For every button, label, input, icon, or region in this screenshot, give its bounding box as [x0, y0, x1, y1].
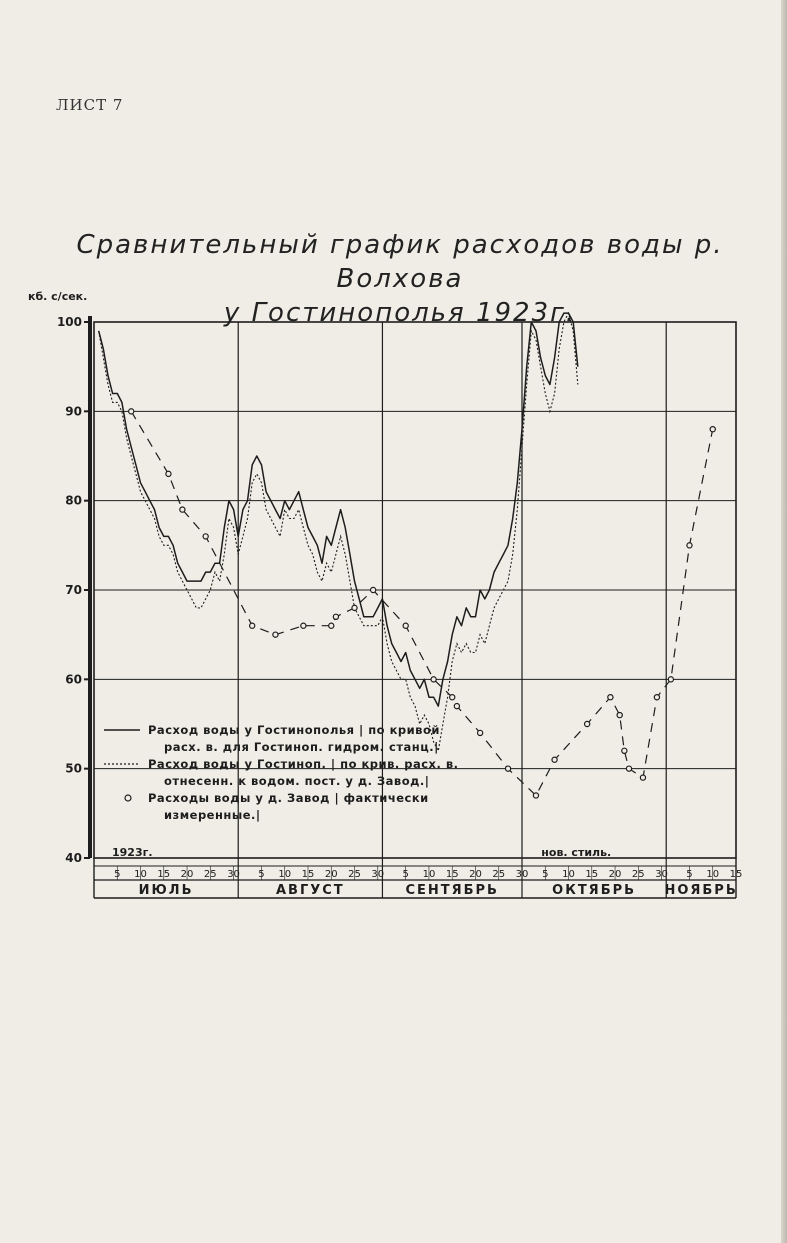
measured-point	[352, 605, 357, 610]
y-tick-label: 40	[65, 851, 82, 865]
day-tick-label: 15	[301, 869, 315, 880]
day-tick-label: 25	[492, 869, 506, 880]
day-tick-label: 10	[422, 869, 436, 880]
day-tick-label: 5	[258, 869, 265, 880]
measured-point	[329, 623, 334, 628]
month-label: АВГУСТ	[275, 883, 345, 898]
day-tick-label: 5	[686, 869, 693, 880]
legend-text: отнесенн. к водом. пост. у д. Завод.|	[164, 774, 430, 788]
day-tick-label: 10	[706, 869, 720, 880]
day-tick-label: 15	[729, 869, 743, 880]
measured-point	[552, 757, 557, 762]
day-tick-label: 20	[608, 869, 622, 880]
sheet-label: ЛИСТ 7	[56, 96, 124, 114]
day-tick-label: 15	[157, 869, 171, 880]
measured-point	[505, 766, 510, 771]
measured-point	[617, 712, 622, 717]
measured-point	[431, 677, 436, 682]
chart-title-line2: у Гостинополья 1923г.	[223, 298, 577, 328]
month-label: СЕНТЯБРЬ	[405, 883, 499, 898]
measured-point	[478, 730, 483, 735]
series-solid-line	[99, 313, 578, 706]
measured-point	[450, 695, 455, 700]
legend-circle-swatch	[125, 795, 131, 801]
y-tick-label: 80	[65, 493, 82, 508]
style-note-label: нов. стиль.	[541, 846, 612, 859]
measured-point	[622, 748, 627, 753]
measured-point	[654, 695, 659, 700]
day-tick-label: 5	[402, 869, 409, 880]
y-tick-label: 60	[65, 672, 82, 687]
y-tick-label: 50	[65, 761, 82, 776]
measured-point	[301, 623, 306, 628]
day-tick-label: 25	[348, 869, 361, 880]
legend-text: Расход воды у Гостинополья | по кривой	[148, 723, 440, 737]
day-tick-label: 20	[469, 869, 482, 880]
measured-point	[585, 721, 590, 726]
measured-point	[129, 409, 134, 414]
day-tick-label: 25	[203, 869, 217, 880]
measured-point	[668, 677, 673, 682]
day-tick-label: 25	[631, 869, 645, 880]
month-label: ОКТЯБРЬ	[552, 883, 637, 898]
y-tick-label: 90	[65, 404, 82, 419]
day-tick-label: 20	[180, 869, 194, 880]
measured-point	[710, 427, 715, 432]
day-tick-label: 15	[445, 869, 459, 880]
year-label: 1923г.	[112, 846, 153, 859]
measured-point	[454, 704, 459, 709]
measured-point	[333, 614, 338, 619]
day-tick-label: 10	[562, 869, 575, 880]
day-tick-label: 20	[324, 869, 338, 880]
measured-point	[687, 543, 692, 548]
day-tick-label: 30	[515, 869, 529, 880]
measured-point	[203, 534, 208, 539]
series-dotted-line	[99, 313, 578, 751]
measured-point	[533, 793, 538, 798]
measured-point	[180, 507, 185, 512]
day-tick-label: 10	[278, 869, 292, 880]
measured-point	[371, 587, 376, 592]
series-measured-dashed-line	[131, 411, 713, 795]
day-tick-label: 15	[585, 869, 599, 880]
measured-point	[608, 695, 613, 700]
y-axis-label: кб. с/сек.	[28, 290, 88, 303]
legend-text: Расходы воды у д. Завод | фактически	[148, 791, 429, 805]
y-tick-label: 70	[65, 583, 82, 597]
day-tick-label: 30	[371, 869, 385, 880]
measured-point	[250, 623, 255, 628]
legend-text: Расход воды у Гостиноп. | по крив. расх. в.	[148, 757, 459, 771]
measured-point	[166, 471, 171, 476]
chart-title-line1: Сравнительный график расходов воды р. Волхова	[76, 230, 724, 294]
measured-point	[640, 775, 645, 780]
legend-text: измеренные.|	[164, 808, 261, 822]
y-tick-label: 100	[56, 315, 82, 329]
day-tick-label: 5	[114, 869, 121, 880]
day-tick-label: 30	[655, 869, 668, 880]
measured-point	[273, 632, 278, 637]
day-tick-label: 10	[134, 869, 147, 880]
month-label: НОЯБРЬ	[664, 883, 738, 898]
day-tick-label: 30	[227, 869, 240, 880]
legend-text: расх. в. для Гостиноп. гидром. станц.|	[164, 740, 439, 754]
day-tick-label: 5	[542, 869, 549, 880]
measured-point	[626, 766, 631, 771]
measured-point	[403, 623, 408, 628]
month-label: ИЮЛЬ	[138, 883, 194, 898]
